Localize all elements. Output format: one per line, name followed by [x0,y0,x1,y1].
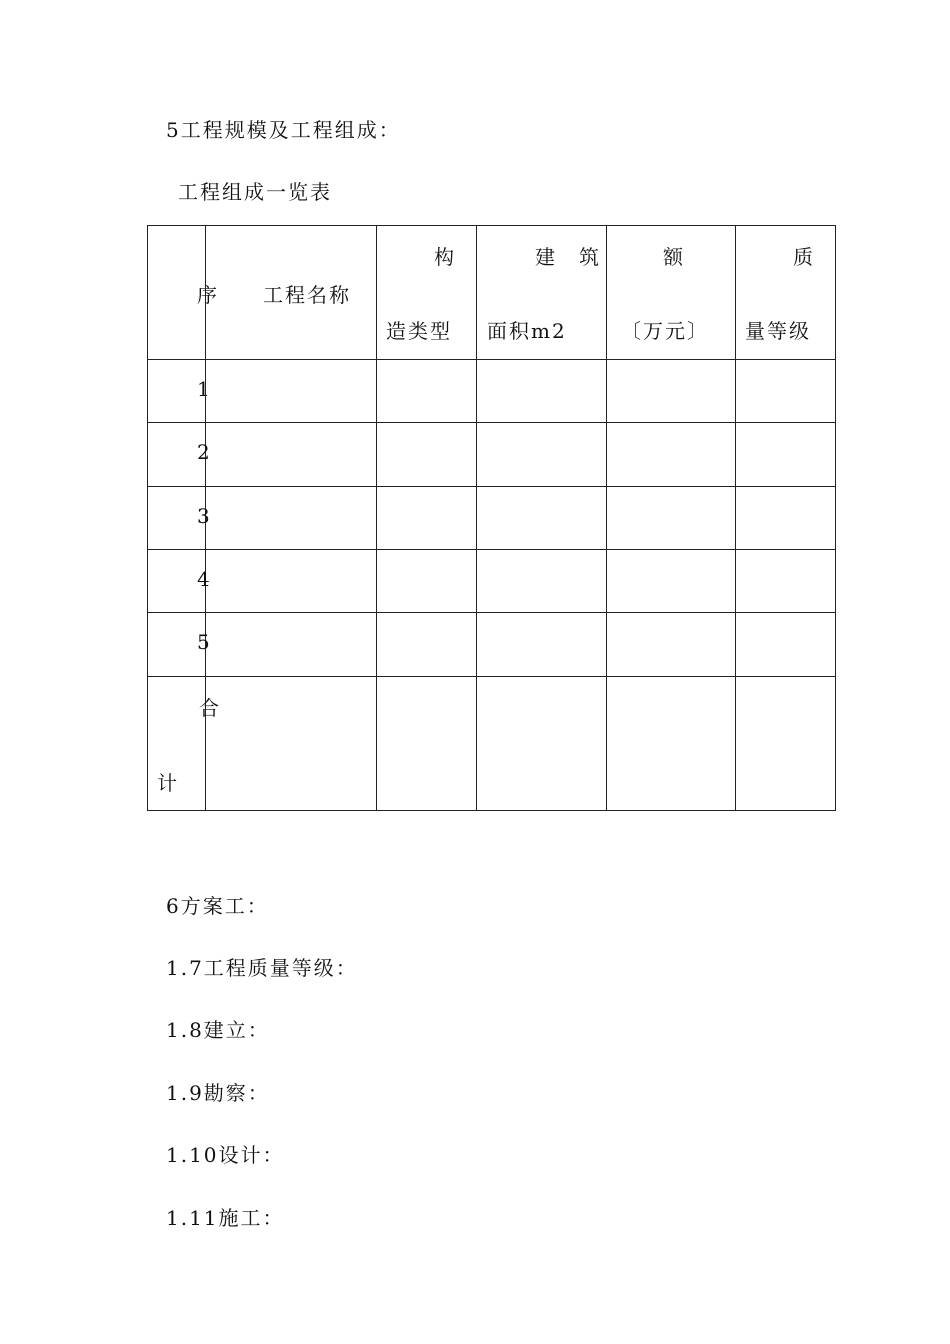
row-number: 2 [197,440,212,464]
header-structure-top: 构 [434,245,456,269]
section-item: 1.11施工： [166,1206,285,1230]
section-item: 1.7工程质量等级： [166,956,358,980]
total-label-bottom: 计 [157,771,179,795]
section-item: 6方案工： [166,894,269,918]
header-structure-bottom: 造类型 [386,319,452,343]
section-item: 1.8建立： [166,1018,270,1042]
section-item: 1.9勘察： [166,1081,270,1105]
table-title: 工程组成一览表 [178,180,332,204]
header-quality-bottom: 量等级 [745,319,811,343]
header-amount-bottom: 〔万元〕 [621,319,709,343]
header-project-name: 工程名称 [263,283,351,307]
header-seq: 序 [197,283,219,307]
section-heading: 5工程规模及工程组成： [166,118,401,142]
row-number: 1 [197,377,212,401]
row-number: 3 [197,504,212,528]
header-quality-top: 质 [793,245,815,269]
total-label-top: 合 [199,696,221,720]
section-item: 1.10设计： [166,1143,285,1167]
row-number: 4 [197,567,212,591]
header-amount-top: 额 [663,245,685,269]
row-number: 5 [197,630,212,654]
header-area-top: 建 筑 [535,245,601,269]
header-area-bottom: 面积m2 [487,319,567,343]
project-composition-table [147,225,836,811]
